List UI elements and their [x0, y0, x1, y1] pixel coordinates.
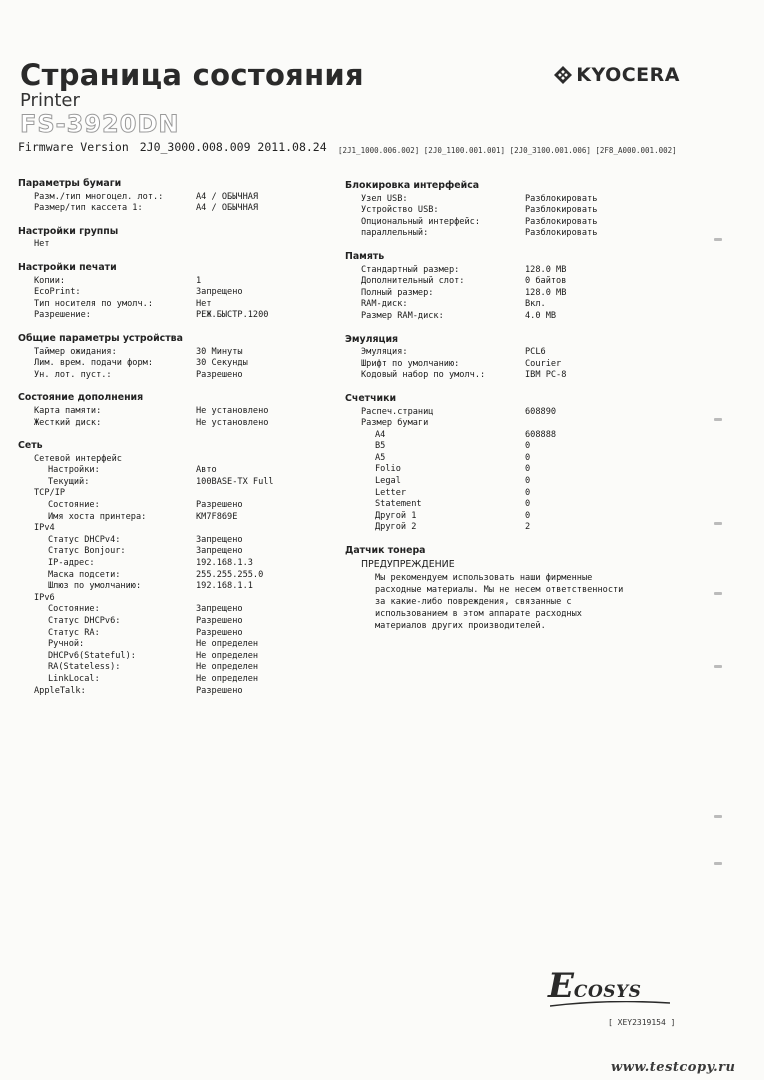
row-label: IPv6 — [34, 592, 55, 603]
row-value: 192.168.1.3 — [196, 558, 253, 569]
scan-mark — [714, 592, 722, 595]
section-toner — [345, 545, 645, 632]
row-label: Другой 1 — [375, 510, 417, 521]
ecosys-e: E — [548, 966, 574, 1006]
kyocera-mark-icon — [553, 65, 573, 85]
row-label: Стандартный размер: — [361, 264, 460, 275]
info-row — [18, 570, 328, 582]
row-value: 128.0 MB — [525, 264, 567, 275]
info-row — [18, 347, 328, 359]
row-label: Другой 2 — [375, 522, 417, 533]
info-row — [18, 686, 328, 698]
row-value: Не определен — [196, 639, 259, 650]
info-row — [345, 205, 645, 217]
info-row — [345, 359, 645, 371]
info-row — [345, 488, 645, 500]
info-row — [18, 651, 328, 663]
row-value: Не определен — [196, 650, 259, 661]
info-row — [18, 500, 328, 512]
printer-model: FS-3920DN — [20, 110, 180, 138]
info-row — [345, 217, 645, 229]
row-label: Legal — [375, 476, 401, 487]
page-subtitle: Printer — [20, 90, 80, 111]
row-label: Статус Bonjour: — [48, 546, 126, 557]
row-value: 0 байтов — [525, 276, 567, 287]
section-interface — [345, 180, 645, 240]
section-memory — [345, 251, 645, 323]
row-value: PCL6 — [525, 347, 546, 358]
info-row — [18, 239, 328, 251]
section-heading: Счетчики — [345, 392, 397, 404]
info-row — [18, 370, 328, 382]
section-network — [18, 440, 328, 697]
row-label: параллельный: — [361, 228, 429, 239]
row-value: Нет — [196, 298, 212, 309]
row-label: Статус DHCPv4: — [48, 534, 121, 545]
serial-code: [ XEY2319154 ] — [608, 1018, 676, 1027]
section-emulation — [345, 334, 645, 382]
ecosys-logo — [548, 966, 641, 1006]
row-value: Разблокировать — [525, 228, 598, 239]
row-value: 4.0 MB — [525, 310, 557, 321]
row-value: 255.255.255.0 — [196, 569, 264, 580]
info-row — [18, 523, 328, 535]
row-label: Размер RAM-диск: — [361, 310, 444, 321]
row-label: Опциональный интерфейс: — [361, 216, 480, 227]
info-row — [345, 311, 645, 323]
scan-mark — [714, 522, 722, 525]
info-row — [345, 194, 645, 206]
info-row — [18, 465, 328, 477]
row-label: B5 — [375, 441, 386, 452]
row-label: A5 — [375, 452, 386, 463]
row-label: Карта памяти: — [34, 405, 102, 416]
info-row — [18, 535, 328, 547]
row-value: Разрешено — [196, 500, 243, 511]
ecosys-swoosh-icon — [550, 1001, 670, 1007]
row-label: Настройки: — [48, 465, 100, 476]
section-print — [18, 262, 328, 322]
row-value: Не определен — [196, 662, 259, 673]
row-value: 0 — [525, 476, 531, 487]
row-label: AppleTalk: — [34, 685, 86, 696]
row-value: 0 — [525, 464, 531, 475]
row-value: Разрешено — [196, 369, 243, 380]
info-row — [345, 522, 645, 534]
info-row — [345, 228, 645, 240]
info-row — [345, 407, 645, 419]
section-options — [18, 392, 328, 429]
row-label: EcoPrint: — [34, 287, 81, 298]
row-value: Вкл. — [525, 299, 546, 310]
info-row — [18, 546, 328, 558]
row-value: Разблокировать — [525, 216, 598, 227]
row-value: РЕЖ.БЫСТР.1200 — [196, 310, 269, 321]
section-counters — [345, 393, 645, 534]
row-label: Разрешение: — [34, 310, 91, 321]
firmware-label: Firmware Version — [18, 140, 129, 154]
info-row — [18, 639, 328, 651]
row-label: Шлюз по умолчанию: — [48, 581, 142, 592]
row-value: A4 / ОБЫЧНАЯ — [196, 203, 259, 214]
row-label: Таймер ожидания: — [34, 346, 117, 357]
info-row — [18, 299, 328, 311]
row-label: Эмуляция: — [361, 347, 408, 358]
row-label: Распеч.страниц — [361, 406, 434, 417]
row-value: 30 Секунды — [196, 358, 248, 369]
row-value: 0 — [525, 510, 531, 521]
info-row — [18, 358, 328, 370]
brand-name: KYOCERA — [576, 64, 680, 86]
section-heading: Параметры бумаги — [18, 178, 122, 189]
warning-text: Мы рекомендуем использовать наши фирменные расходные материалы. Мы не несем ответственности за какие-либо повреждения, связанные с использованием в этом аппарате расходных материалов других производителей. — [375, 573, 624, 632]
section-group — [18, 226, 328, 251]
row-label: Жесткий диск: — [34, 417, 102, 428]
row-value: Разблокировать — [525, 205, 598, 216]
row-value: A4 / ОБЫЧНАЯ — [196, 191, 259, 202]
info-row — [18, 512, 328, 524]
info-row — [18, 593, 328, 605]
row-label: A4 — [375, 429, 386, 440]
row-value: Разрешено — [196, 685, 243, 696]
row-value: 608890 — [525, 406, 557, 417]
section-heading: Эмуляция — [345, 333, 399, 345]
row-label: TCP/IP — [34, 488, 66, 499]
row-label: Кодовый набор по умолч.: — [361, 370, 486, 381]
row-value: Запрещено — [196, 604, 243, 615]
info-row — [18, 406, 328, 418]
section-heading: Блокировка интерфейса — [345, 180, 480, 191]
row-label: Дополнительный слот: — [361, 276, 465, 287]
row-label: Тип носителя по умолч.: — [34, 298, 153, 309]
row-label: Устройство USB: — [361, 205, 439, 216]
info-row — [18, 674, 328, 686]
section-paper — [18, 178, 328, 215]
row-label: Статус RA: — [48, 627, 100, 638]
row-label: Состояние: — [48, 604, 100, 615]
row-value: Не определен — [196, 673, 259, 684]
scan-mark — [714, 815, 722, 818]
watermark: www.testcopy.ru — [611, 1060, 736, 1075]
info-row — [345, 476, 645, 488]
row-label: Текущий: — [48, 476, 90, 487]
info-row — [345, 430, 645, 442]
section-heading: Датчик тонера — [345, 545, 426, 557]
section-general — [18, 333, 328, 381]
info-row — [18, 616, 328, 628]
row-value: Запрещено — [196, 534, 243, 545]
info-row — [345, 511, 645, 523]
row-label: IPv4 — [34, 523, 55, 534]
info-row — [18, 203, 328, 215]
row-label: LinkLocal: — [48, 673, 100, 684]
row-label: Лим. врем. подачи форм: — [34, 358, 153, 369]
row-value: 0 — [525, 452, 531, 463]
row-value: 128.0 MB — [525, 287, 567, 298]
row-label: IP-адрес: — [48, 558, 95, 569]
row-value: Авто — [196, 465, 217, 476]
row-label: Сетевой интерфейс — [34, 453, 122, 464]
row-label: Состояние: — [48, 500, 100, 511]
info-row — [18, 418, 328, 430]
info-row — [18, 662, 328, 674]
kyocera-logo — [553, 64, 680, 86]
firmware-line — [18, 140, 327, 154]
firmware-value: 2J0_3000.008.009 2011.08.24 — [139, 140, 327, 154]
row-value: Разрешено — [196, 627, 243, 638]
row-label: Разм./тип многоцел. лот.: — [34, 191, 164, 202]
scan-mark — [714, 862, 722, 865]
section-heading: Настройки группы — [18, 225, 119, 237]
section-heading: Память — [345, 250, 385, 262]
info-row — [18, 192, 328, 204]
row-value: Разблокировать — [525, 193, 598, 204]
info-row — [345, 276, 645, 288]
scan-mark — [714, 418, 722, 421]
info-row — [345, 464, 645, 476]
info-row — [18, 310, 328, 322]
info-row — [18, 628, 328, 640]
row-value: KM7F869E — [196, 511, 238, 522]
scan-mark — [714, 238, 722, 241]
info-row — [345, 288, 645, 300]
info-row — [345, 299, 645, 311]
row-label: Узел USB: — [361, 193, 408, 204]
row-value: Разрешено — [196, 616, 243, 626]
row-value: Courier — [525, 358, 562, 369]
row-label: Ун. лот. пуст.: — [34, 369, 112, 380]
row-label: Имя хоста принтера: — [48, 511, 147, 522]
section-heading: Настройки печати — [18, 261, 117, 273]
scan-mark — [714, 665, 722, 668]
firmware-codes: [2J1_1000.006.002] [2J0_1100.001.001] [2J0_3100.001.006] [2F8_A000.001.002] — [338, 146, 677, 155]
info-row — [345, 453, 645, 465]
row-value: Не установлено — [196, 405, 269, 416]
row-value: 192.168.1.1 — [196, 581, 253, 592]
row-value: 0 — [525, 441, 531, 452]
row-label: Копии: — [34, 275, 66, 286]
section-heading: Состояние дополнения — [18, 392, 144, 404]
row-value: 0 — [525, 487, 531, 498]
row-label: Размер бумаги — [361, 418, 429, 429]
info-row — [345, 370, 645, 382]
row-value: 30 Минуты — [196, 346, 243, 357]
row-label: Шрифт по умолчанию: — [361, 358, 460, 369]
row-value: Запрещено — [196, 546, 243, 557]
section-heading: Общие параметры устройства — [18, 332, 183, 344]
right-column — [345, 180, 645, 643]
row-label: Statement — [375, 499, 422, 510]
row-label: Размер/тип кассета 1: — [34, 203, 143, 214]
page-title: Страница состояния — [20, 58, 364, 92]
row-label: Letter — [375, 487, 407, 498]
info-row — [18, 581, 328, 593]
section-heading: Сеть — [18, 440, 43, 452]
info-row — [345, 499, 645, 511]
warning-heading: ПРЕДУПРЕЖДЕНИЕ — [361, 558, 455, 570]
row-label: RAM-диск: — [361, 299, 408, 310]
row-label: Статус DHCPv6: — [48, 616, 121, 626]
info-row — [345, 347, 645, 359]
row-value: Запрещено — [196, 287, 243, 298]
info-row — [18, 287, 328, 299]
row-value: Не установлено — [196, 417, 269, 428]
row-value: 1 — [196, 275, 202, 286]
row-value: IBM PC-8 — [525, 370, 567, 381]
info-row — [18, 604, 328, 616]
row-value: 608888 — [525, 429, 557, 440]
row-label: Нет — [34, 239, 50, 250]
info-row — [18, 276, 328, 288]
info-row — [18, 454, 328, 466]
info-row — [345, 418, 645, 430]
info-row — [345, 265, 645, 277]
info-row — [18, 558, 328, 570]
info-row — [18, 488, 328, 500]
left-column — [18, 178, 328, 708]
row-value: 100BASE-TX Full — [196, 476, 274, 487]
row-label: Полный размер: — [361, 287, 434, 298]
row-label: RA(Stateless): — [48, 662, 121, 673]
row-label: DHCPv6(Stateful): — [48, 650, 136, 661]
row-value: 2 — [525, 522, 531, 533]
info-row — [18, 477, 328, 489]
row-label: Маска подсети: — [48, 569, 121, 580]
row-label: Ручной: — [48, 639, 85, 650]
info-row — [345, 441, 645, 453]
ecosys-rest: COSYS — [573, 982, 642, 1002]
row-label: Folio — [375, 464, 401, 475]
row-value: 0 — [525, 499, 531, 510]
